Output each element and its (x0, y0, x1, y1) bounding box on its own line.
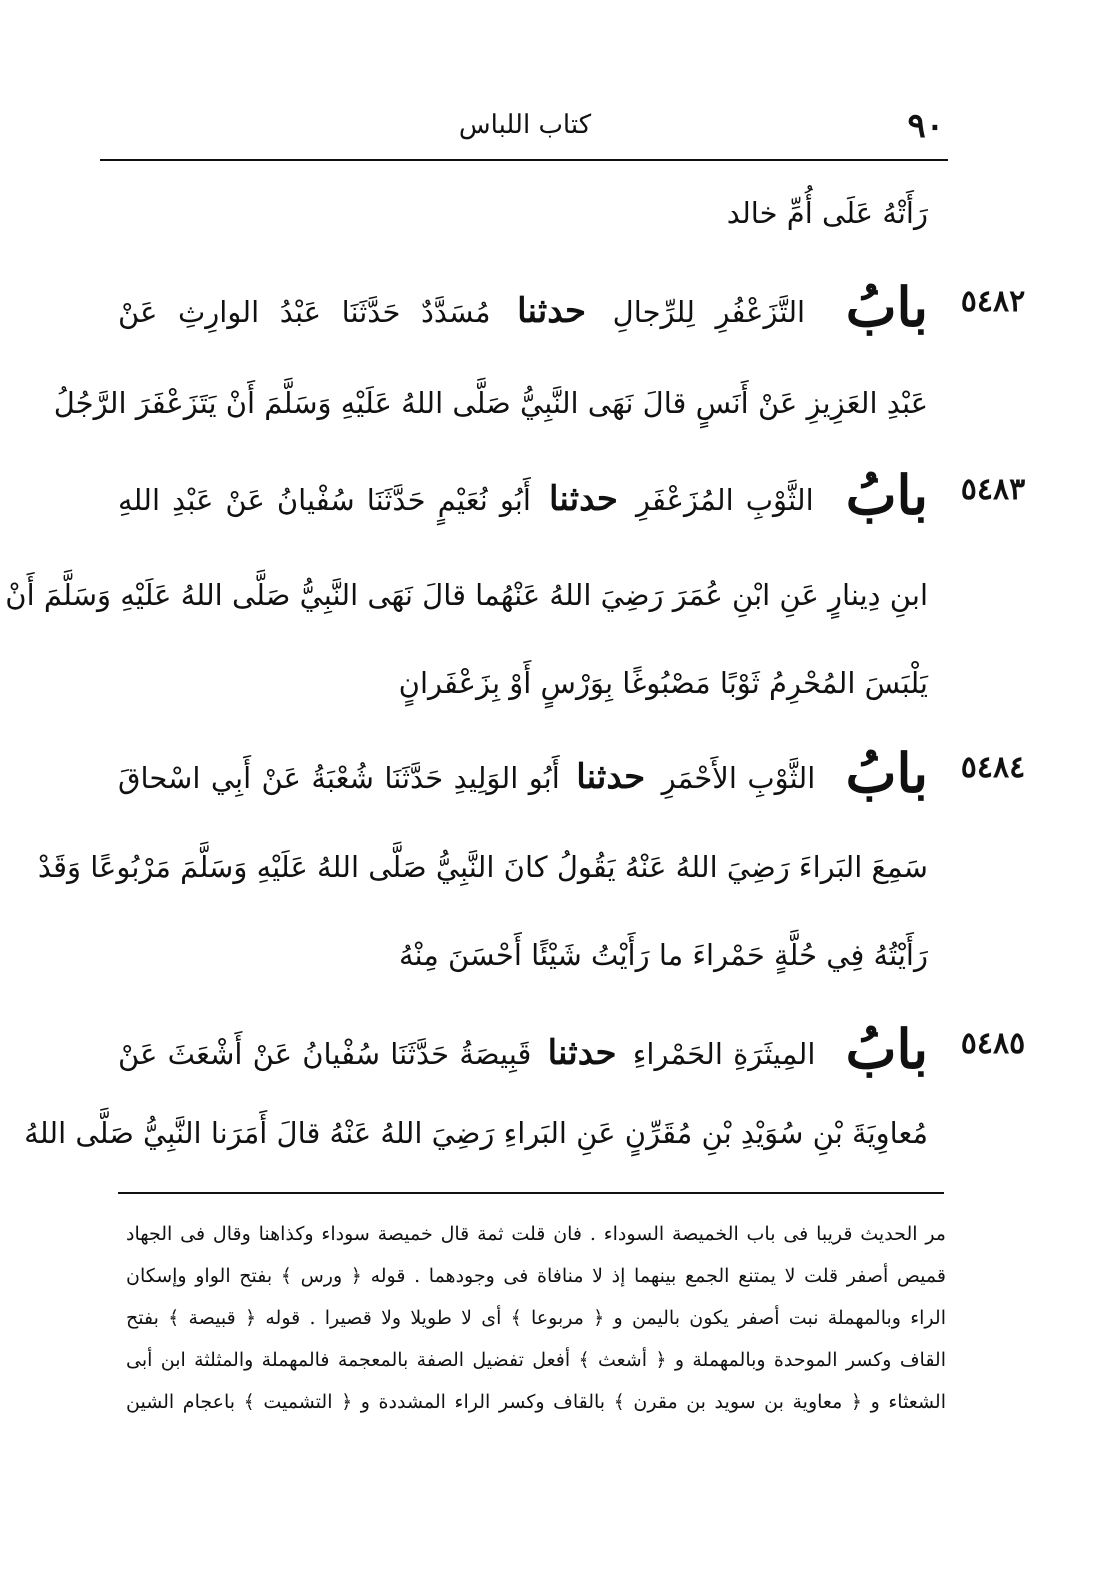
entry-number: ٥٤٨٢ (960, 284, 1026, 319)
entry-number: ٥٤٨٤ (960, 750, 1026, 785)
header-divider (100, 159, 948, 161)
chapter-heading: الثَّوْبِ الأَحْمَرِ (661, 761, 816, 795)
hadith-line: رَأَيْتُهُ فِي حُلَّةٍ حَمْراءَ ما رَأَيْتُ شَيْئًا أَحْسَنَ مِنْهُ (398, 938, 928, 972)
hadith-line: يَلْبَسَ المُحْرِمُ ثَوْبًا مَصْبُوغًا بِوَرْسٍ أَوْ بِزَعْفَرانٍ (398, 666, 928, 700)
bab-label: بابُ (845, 463, 929, 527)
page-header (100, 100, 950, 148)
footnote-divider (118, 1192, 944, 1194)
isnad-text: حَدَّثَنَا سُفْيانُ عَنْ أَشْعَثَ عَنْ (118, 1037, 450, 1071)
footnote-line: الشعثاء و ﴿ معاوية بن سويد بن مقرن ﴾ بالقاف وكسر الراء المشددة و ﴿ التشميت ﴾ باعجام الشين (126, 1391, 946, 1413)
hadith-line: عَبْدِ العَزِيزِ عَنْ أَنَسٍ قالَ نَهَى النَّبِيُّ صَلَّى اللهُ عَلَيْهِ وَسَلَّمَ أَنْ يَتَزَعْفَرَ الرَّجُلُ (53, 386, 928, 420)
chapter-heading: المِيثَرَةِ الحَمْراءِ (632, 1037, 816, 1071)
entry-heading-line (118, 268, 928, 338)
isnad-text: حَدَّثَنَا عَبْدُ الوارِثِ عَنْ (118, 295, 401, 329)
footnote-line: مر الحديث قريبا فى باب الخميصة السوداء . فان قلت ثمة قال خميصة سوداء وكذاهنا وقال فى الجهاد (126, 1223, 946, 1245)
footnote-line: القاف وكسر الموحدة وبالمهملة و ﴿ أشعث ﴾ أفعل تفضيل الصفة بالمعجمة فالمهملة والمثلثة ابن أبى (126, 1349, 946, 1371)
hadith-line: ابنِ دِينارٍ عَنِ ابْنِ عُمَرَ رَضِيَ اللهُ عَنْهُما قالَ نَهَى النَّبِيُّ صَلَّى اللهُ عَلَيْهِ وَسَلَّمَ أَنْ (5, 578, 928, 612)
footnote-line: الراء وبالمهملة نبت أصفر يكون باليمن و ﴿ مربوعا ﴾ أى لا طويلا ولا قصيرا . قوله ﴿ قبيصة ﴾ بفتح (126, 1307, 946, 1329)
isnad-text: حَدَّثَنَا سُفْيانُ عَنْ عَبْدِ اللهِ (118, 483, 426, 517)
entry-heading-line (118, 734, 928, 804)
running-title: كتاب اللباس (458, 110, 592, 140)
bab-label: بابُ (845, 741, 928, 805)
haddathana-label: حدثنا (576, 757, 646, 797)
hadith-line: سَمِعَ البَراءَ رَضِيَ اللهُ عَنْهُ يَقُولُ كانَ النَّبِيُّ صَلَّى اللهُ عَلَيْهِ وَسَلَّمَ مَرْبُوعًا وَقَدْ (37, 850, 928, 884)
entry-heading-line (118, 456, 928, 526)
haddathana-label: حدثنا (517, 291, 587, 331)
hadith-line: مُعاوِيَةَ بْنِ سُوَيْدِ بْنِ مُقَرِّنٍ عَنِ البَراءِ رَضِيَ اللهُ عَنْهُ قالَ أَمَرَنا النَّبِيُّ صَلَّى اللهُ (24, 1116, 928, 1150)
page-number: ٩٠ (907, 106, 944, 146)
narrator: أَبُو الوَلِيدِ (453, 761, 560, 795)
isnad-text: حَدَّثَنَا شُعْبَةُ عَنْ أَبِي اسْحاقَ (118, 761, 444, 795)
footnote-line: قميص أصفر قلت لا يمتنع الجمع بينهما إذ لا منافاة فى وجودهما . قوله ﴿ ورس ﴾ بفتح الواو وإسكان (126, 1265, 946, 1287)
bab-label: بابُ (845, 1017, 928, 1081)
entry-number: ٥٤٨٣ (960, 472, 1026, 507)
haddathana-label: حدثنا (547, 1033, 617, 1073)
chapter-heading: الثَّوْبِ المُزَعْفَرِ (636, 483, 814, 517)
chapter-heading: التَّزَعْفُرِ لِلرِّجالِ (612, 295, 806, 329)
entry-heading-line (118, 1010, 928, 1080)
entry-number: ٥٤٨٥ (960, 1026, 1026, 1061)
bab-label: بابُ (845, 275, 929, 339)
narrator: أَبُو نُعَيْمٍ (437, 483, 531, 517)
narrator: قَبِيصَةُ (459, 1037, 532, 1071)
haddathana-label: حدثنا (549, 479, 618, 519)
narrator: مُسَدَّدٌ (421, 295, 491, 329)
continuation-line: رَأَتْهُ عَلَى أُمِّ خالد (726, 196, 928, 230)
